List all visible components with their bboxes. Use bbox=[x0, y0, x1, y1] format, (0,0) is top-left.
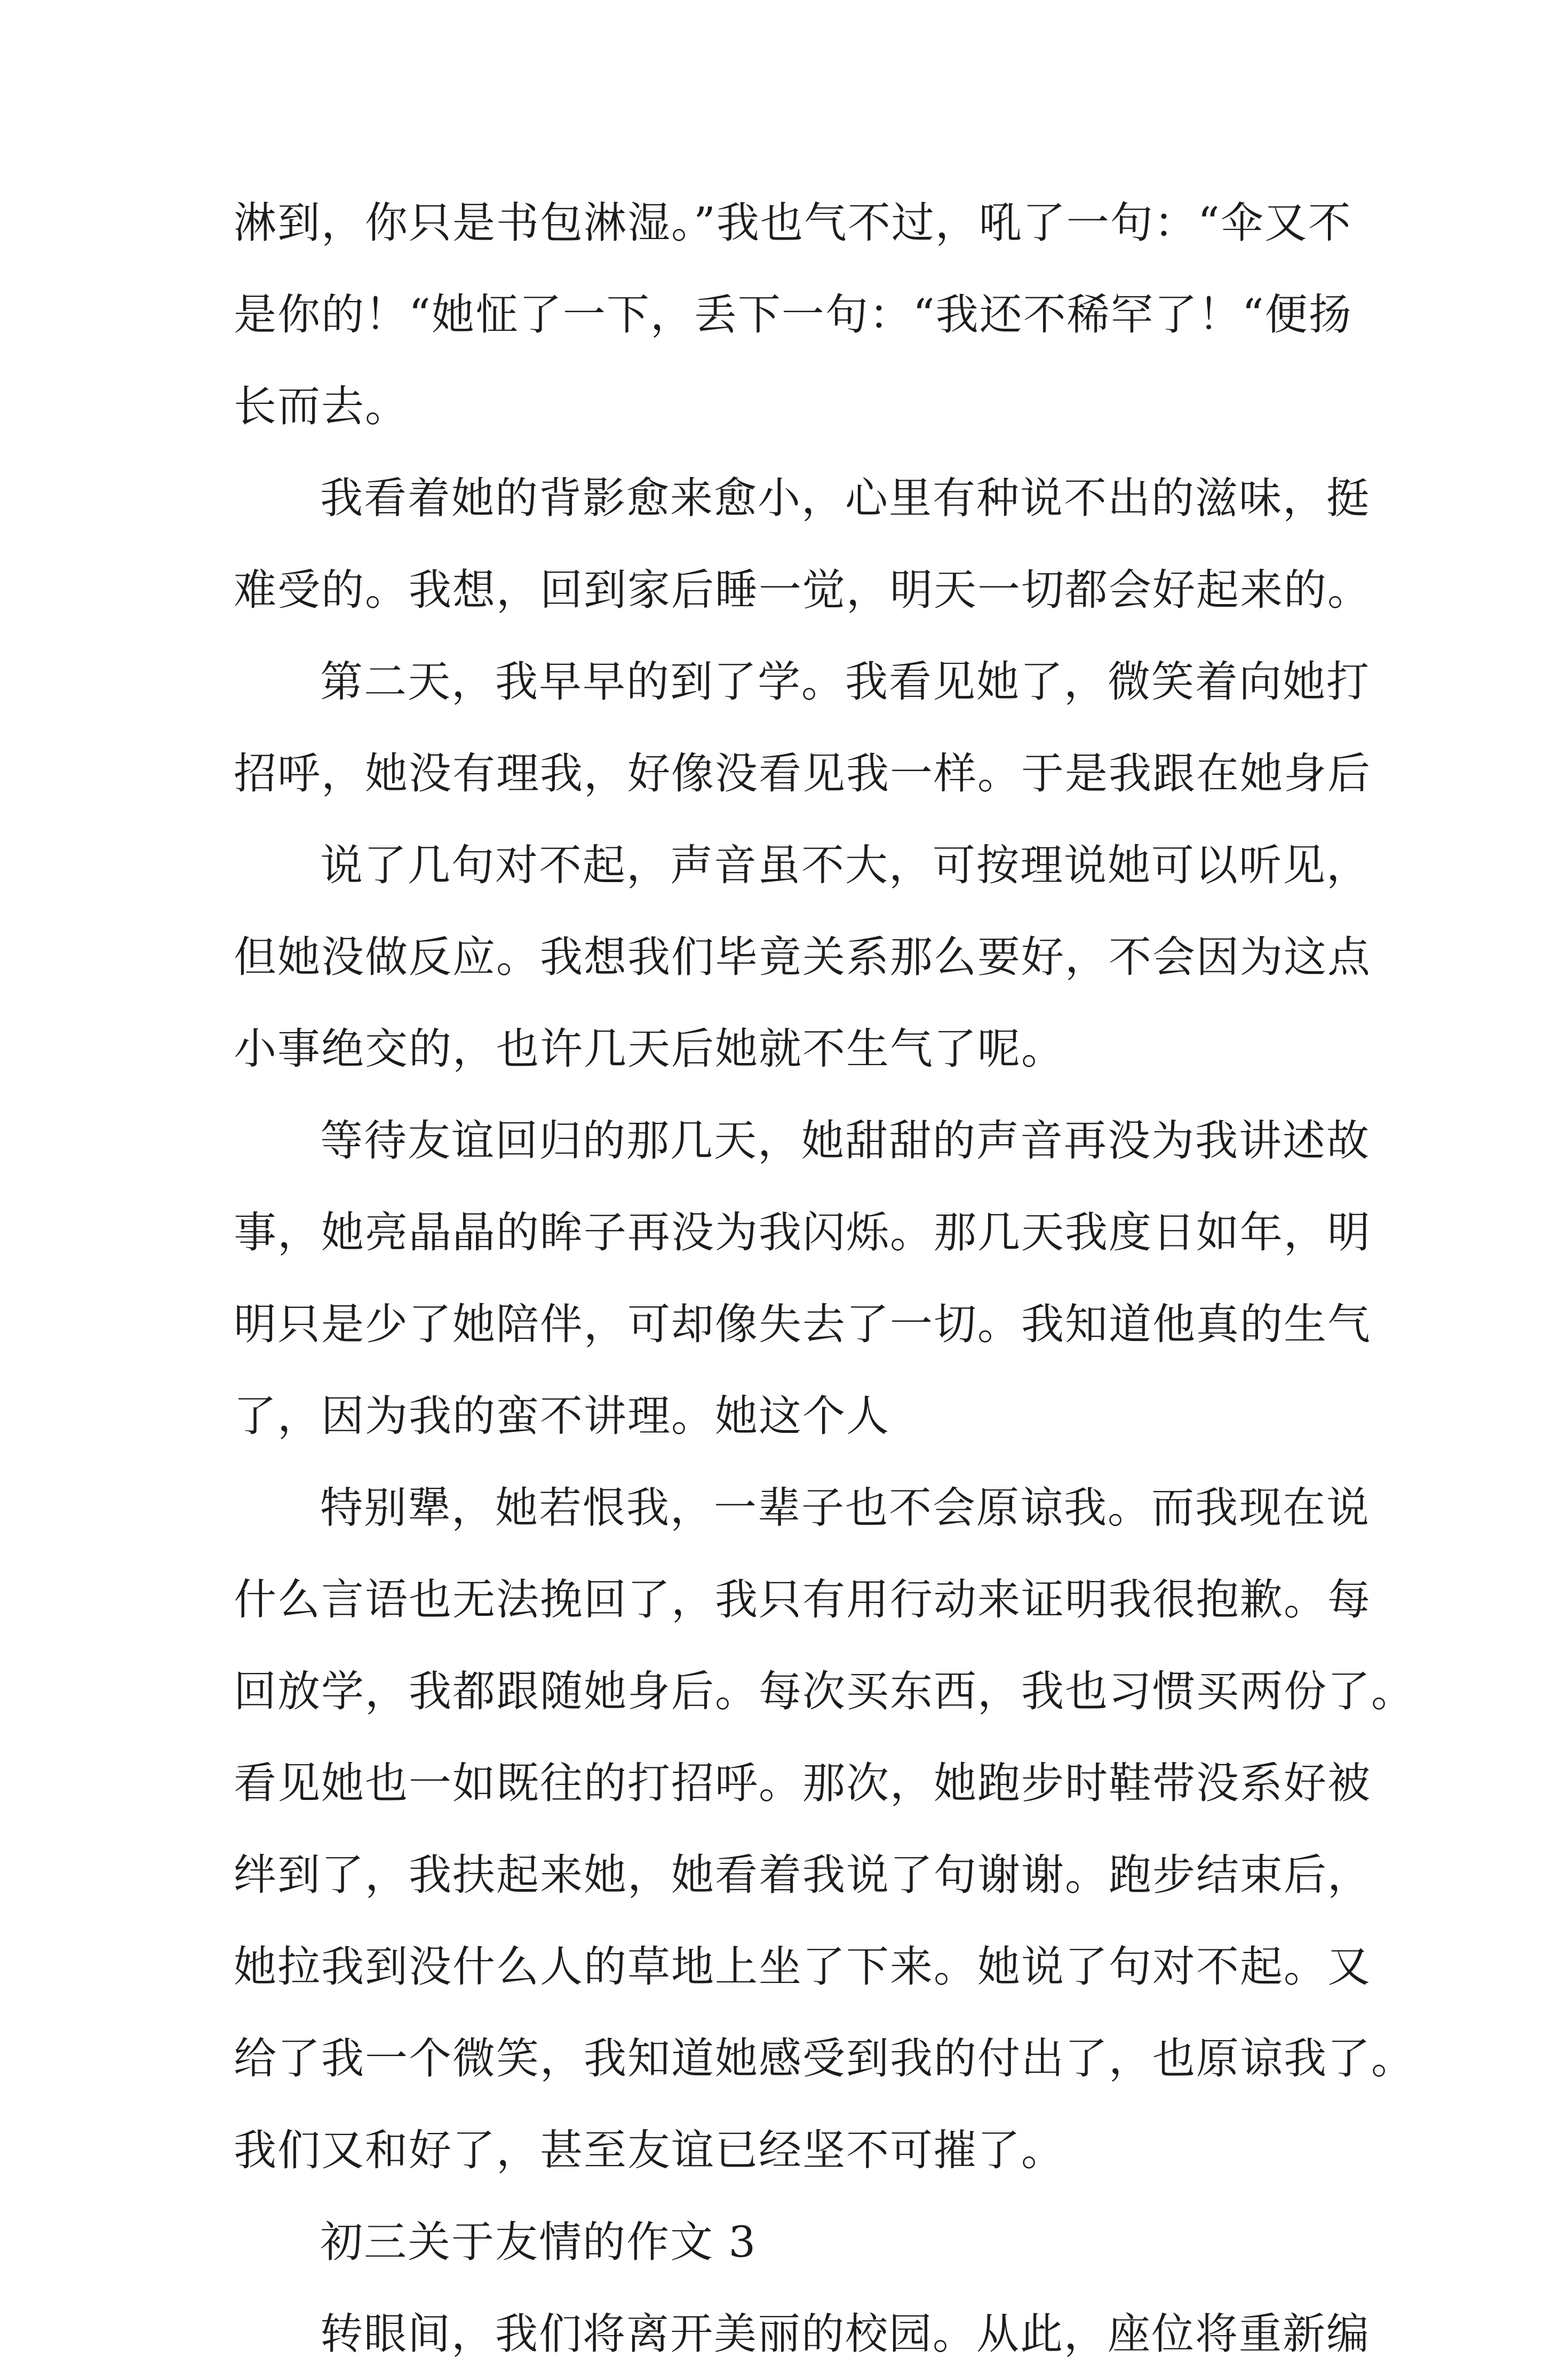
text-line: 说了几句对不起，声音虽不大，可按理说她可以听见， bbox=[320, 840, 1370, 890]
text-line: 绊到了，我扶起来她，她看着我说了句谢谢。跑步结束后， bbox=[234, 1850, 1371, 1900]
text-line: 了，因为我的蛮不讲理。她这个人 bbox=[234, 1391, 890, 1441]
text-line: 事，她亮晶晶的眸子再没为我闪烁。那几天我度日如年，明 bbox=[234, 1208, 1371, 1257]
text-line: 她拉我到没什么人的草地上坐了下来。她说了句对不起。又 bbox=[234, 1942, 1371, 1992]
text-line: 什么言语也无法挽回了，我只有用行动来证明我很抱歉。每 bbox=[234, 1575, 1371, 1624]
text-line: 但她没做反应。我想我们毕竟关系那么要好，不会因为这点 bbox=[234, 932, 1371, 982]
text-line: 给了我一个微笑，我知道她感受到我的付出了，也原谅我了。 bbox=[234, 2034, 1415, 2083]
text-line: 淋到，你只是书包淋湿。”我也气不过，吼了一句：“伞又不 bbox=[234, 198, 1352, 248]
document-body bbox=[234, 177, 1415, 2380]
text-line: 明只是少了她陪伴，可却像失去了一切。我知道他真的生气 bbox=[234, 1299, 1371, 1349]
text-line: 看见她也一如既往的打招呼。那次，她跑步时鞋带没系好被 bbox=[234, 1758, 1371, 1808]
text-line: 是你的！“她怔了一下，丢下一句：“我还不稀罕了！“便扬 bbox=[234, 290, 1352, 339]
text-line: 特别犟，她若恨我，一辈子也不会原谅我。而我现在说 bbox=[320, 1483, 1370, 1533]
text-line: 我看着她的背影愈来愈小，心里有种说不出的滋味，挺 bbox=[320, 473, 1370, 523]
text-line: 难受的。我想，回到家后睡一觉，明天一切都会好起来的。 bbox=[234, 565, 1371, 615]
section-heading: 初三关于友情的作文 3 bbox=[320, 2217, 757, 2267]
text-line: 回放学，我都跟随她身后。每次买东西，我也习惯买两份了。 bbox=[234, 1667, 1415, 1716]
text-line: 第二天，我早早的到了学。我看见她了，微笑着向她打 bbox=[320, 657, 1370, 707]
text-line: 招呼，她没有理我，好像没看见我一样。于是我跟在她身后 bbox=[234, 749, 1371, 798]
text-line: 我们又和好了，甚至友谊已经坚不可摧了。 bbox=[234, 2125, 1065, 2175]
text-line: 小事绝交的，也许几天后她就不生气了呢。 bbox=[234, 1024, 1065, 1074]
text-line: 转眼间，我们将离开美丽的校园。从此，座位将重新编 bbox=[320, 2309, 1370, 2359]
text-line: 等待友谊回归的那几天，她甜甜的声音再没为我讲述故 bbox=[320, 1116, 1370, 1165]
text-line: 长而去。 bbox=[234, 382, 409, 431]
